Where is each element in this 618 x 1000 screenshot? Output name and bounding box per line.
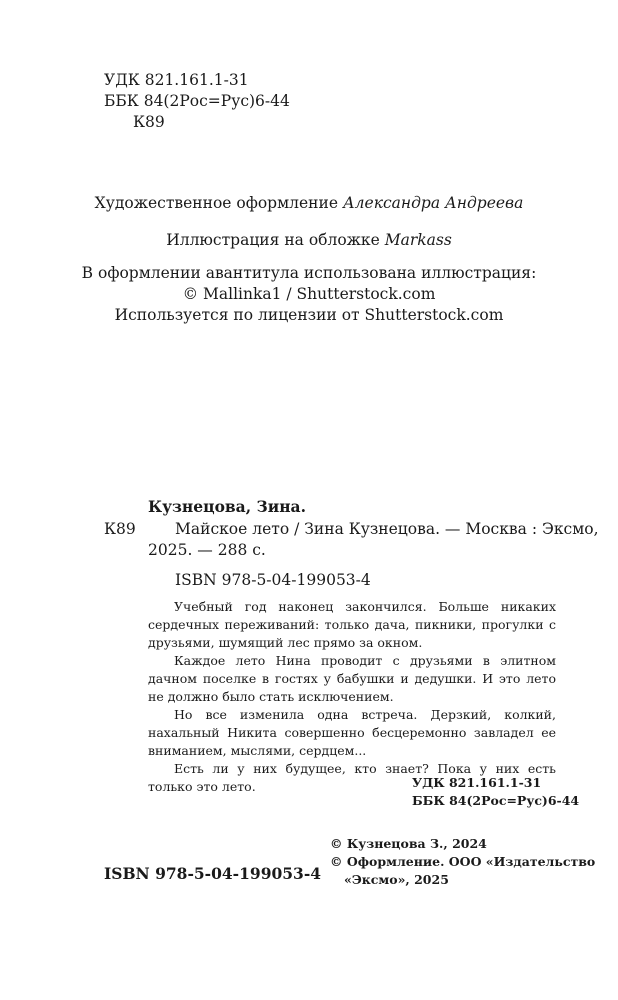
author-heading: Кузнецова, Зина. (148, 497, 306, 516)
author-mark-top: К89 (133, 113, 165, 131)
copyright-design-line-2: «Эксмо», 2025 (344, 872, 449, 887)
design-credit-name: Александра Андреева (342, 194, 524, 212)
cover-credit-name: Markass (384, 231, 452, 249)
abstract (148, 598, 556, 796)
udk-code-bottom: УДК 821.161.1-31 (412, 775, 542, 790)
isbn-record: ISBN 978-5-04-199053-4 (175, 571, 371, 589)
license-line: Используется по лицензии от Shutterstock.com (114, 306, 504, 324)
udk-code-top: УДК 821.161.1-31 (104, 71, 249, 89)
copyright-design-line-1: © Оформление. ООО «Издательство (330, 854, 596, 869)
design-credit (0, 193, 618, 214)
abstract-paragraph: Учебный год наконец закончился. Больше никаких сердечных переживаний: только дача, пикники, прогулки с друзьями, шумящий лес прямо за окном. (148, 599, 556, 650)
abstract-paragraph: Каждое лето Нина проводит с друзьями в элитном дачном поселке в гостях у бабушки и дедушки. И это лето не должно было стать исключением. (148, 653, 556, 704)
cover-credit (0, 230, 618, 251)
halftitle-illustration-line: В оформлении авантитула использована иллюстрация: (81, 264, 537, 282)
title-line-2: 2025. — 288 с. (148, 541, 266, 559)
bbk-code-top: ББК 84(2Рос=Рус)6-44 (104, 92, 290, 110)
abstract-paragraph: Есть ли у них будущее, кто знает? Пока у них есть только это лето. (148, 761, 556, 794)
isbn-footer: ISBN 978-5-04-199053-4 (104, 864, 322, 883)
copyright-author: © Кузнецова З., 2024 (330, 836, 487, 851)
cover-credit-label: Иллюстрация на обложке (166, 231, 385, 249)
title-line-1: Майское лето / Зина Кузнецова. — Москва : Эксмо, (175, 520, 599, 538)
design-credit-label: Художественное оформление (94, 194, 343, 212)
bbk-code-bottom: ББК 84(2Рос=Рус)6-44 (412, 793, 580, 808)
author-mark: К89 (104, 520, 136, 538)
halftitle-illustration-credit: © Mallinka1 / Shutterstock.com (182, 285, 436, 303)
abstract-paragraph: Но все изменила одна встреча. Дерзкий, колкий, нахальный Никита совершенно бесцеремонно завладел ее вниманием, мыслями, сердцем... (148, 707, 556, 758)
